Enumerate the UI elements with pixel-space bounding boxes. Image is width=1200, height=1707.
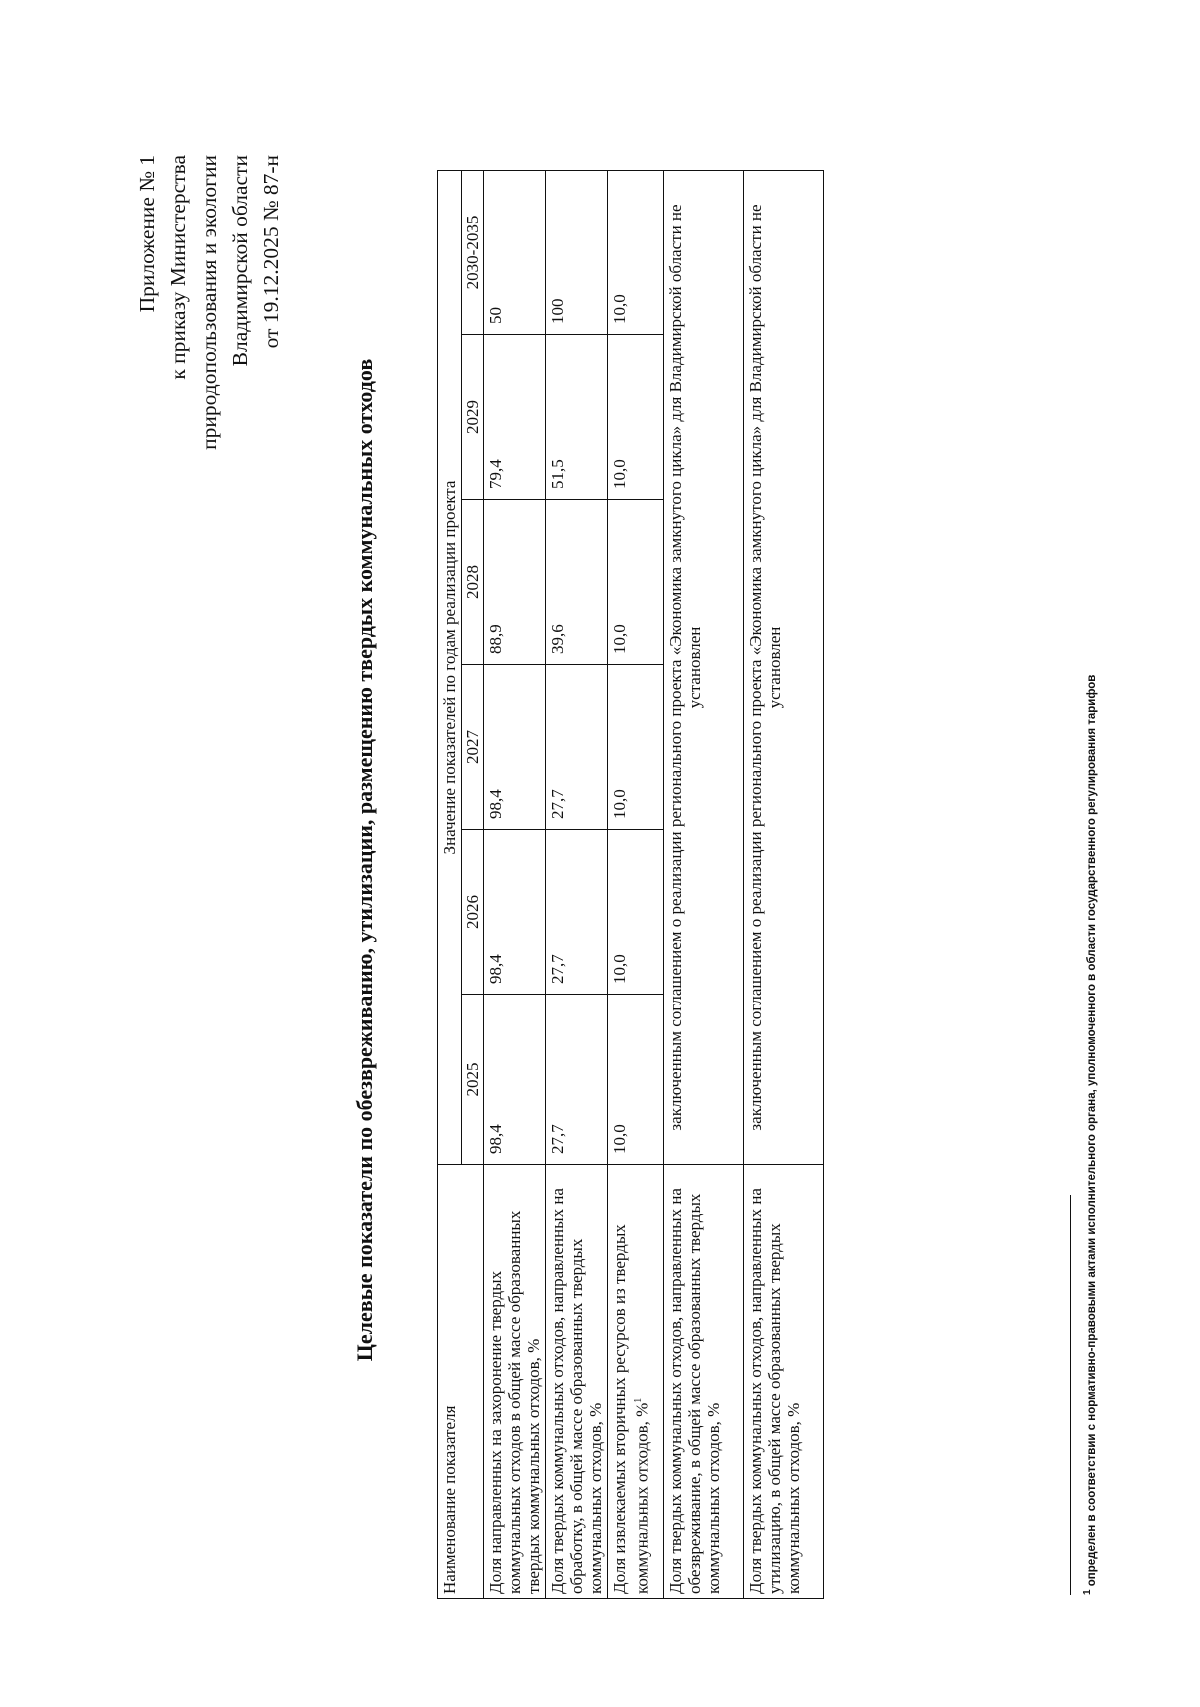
value-cell: 50 <box>484 170 546 334</box>
year-cell: 2029 <box>462 335 484 500</box>
value-cell: 98,4 <box>484 995 546 1165</box>
value-cell: 88,9 <box>484 500 546 665</box>
value-cell: 79,4 <box>484 335 546 500</box>
note-cell: заключенным соглашением о реализации регионального проекта «Экономика замкнутого цикла» для Владимирской области не установлен <box>744 170 824 1164</box>
year-cell: 2027 <box>462 665 484 830</box>
document-title: Целевые показатели по обезвреживанию, утилизации, размещению твердых коммунальных отходов <box>352 358 377 1362</box>
header-row <box>438 170 462 1598</box>
table-row <box>546 170 608 1598</box>
value-cell: 51,5 <box>546 335 608 500</box>
table-row <box>664 170 744 1598</box>
footnote-divider <box>1070 1195 1071 1595</box>
rotated-content <box>60 65 1110 1655</box>
value-cell: 10,0 <box>608 665 664 830</box>
value-cell: 98,4 <box>484 665 546 830</box>
appendix-header <box>132 155 287 450</box>
value-cell: 27,7 <box>546 830 608 995</box>
value-cell: 27,7 <box>546 665 608 830</box>
value-cell: 98,4 <box>484 830 546 995</box>
table-row <box>608 170 664 1598</box>
indicator-name: Доля твердых коммунальных отходов, направленных на обработку, в общей массе образованных твердых коммунальных отходов, % <box>546 1165 608 1599</box>
value-cell: 39,6 <box>546 500 608 665</box>
value-cell: 10,0 <box>608 335 664 500</box>
appendix-line: к приказу Министерства <box>166 155 190 380</box>
table-row <box>484 170 546 1598</box>
note-cell: заключенным соглашением о реализации регионального проекта «Экономика замкнутого цикла» для Владимирской области не установлен <box>664 170 744 1164</box>
footnote-text: определен в соответствии с нормативно-правовыми актами исполнительного органа, уполномоченного в области государственного регулирования тарифов <box>1085 674 1098 1587</box>
appendix-line: Владимирской области <box>228 155 252 367</box>
header-name-cell: Наименование показателя <box>438 1165 484 1599</box>
footnote-mark: 1 <box>1082 1589 1093 1595</box>
appendix-line: природопользования и экологии <box>197 155 221 450</box>
header-values-cell: Значение показателей по годам реализации проекта <box>438 170 462 1164</box>
appendix-line: Приложение № 1 <box>135 155 159 313</box>
table-row <box>744 170 824 1598</box>
value-cell: 10,0 <box>608 170 664 334</box>
appendix-line: от 19.12.2025 № 87-н <box>259 155 283 349</box>
value-cell: 10,0 <box>608 830 664 995</box>
value-cell: 100 <box>546 170 608 334</box>
year-cell: 2026 <box>462 830 484 995</box>
value-cell: 10,0 <box>608 995 664 1165</box>
value-cell: 10,0 <box>608 500 664 665</box>
indicator-name-text: Доля извлекаемых вторичных ресурсов из твердых коммунальных отходов, % <box>610 1224 652 1594</box>
year-cell: 2028 <box>462 500 484 665</box>
indicator-name: Доля твердых коммунальных отходов, направленных на утилизацию, в общей массе образованных твердых коммунальных отходов, % <box>744 1165 824 1599</box>
indicators-table <box>437 170 824 1599</box>
year-cell: 2030-2035 <box>462 170 484 334</box>
value-cell: 27,7 <box>546 995 608 1165</box>
indicator-name <box>608 1165 664 1599</box>
indicator-name: Доля направленных на захоронение твердых коммунальных отходов в общей массе образованных твердых коммунальных отходов, % <box>484 1165 546 1599</box>
footnote-mark: 1 <box>633 1397 644 1403</box>
footnote <box>1082 675 1098 1595</box>
year-cell: 2025 <box>462 995 484 1165</box>
indicator-name: Доля твердых коммунальных отходов, направленных на обезвреживание, в общей массе образованных твердых коммунальных отходов, % <box>664 1165 744 1599</box>
